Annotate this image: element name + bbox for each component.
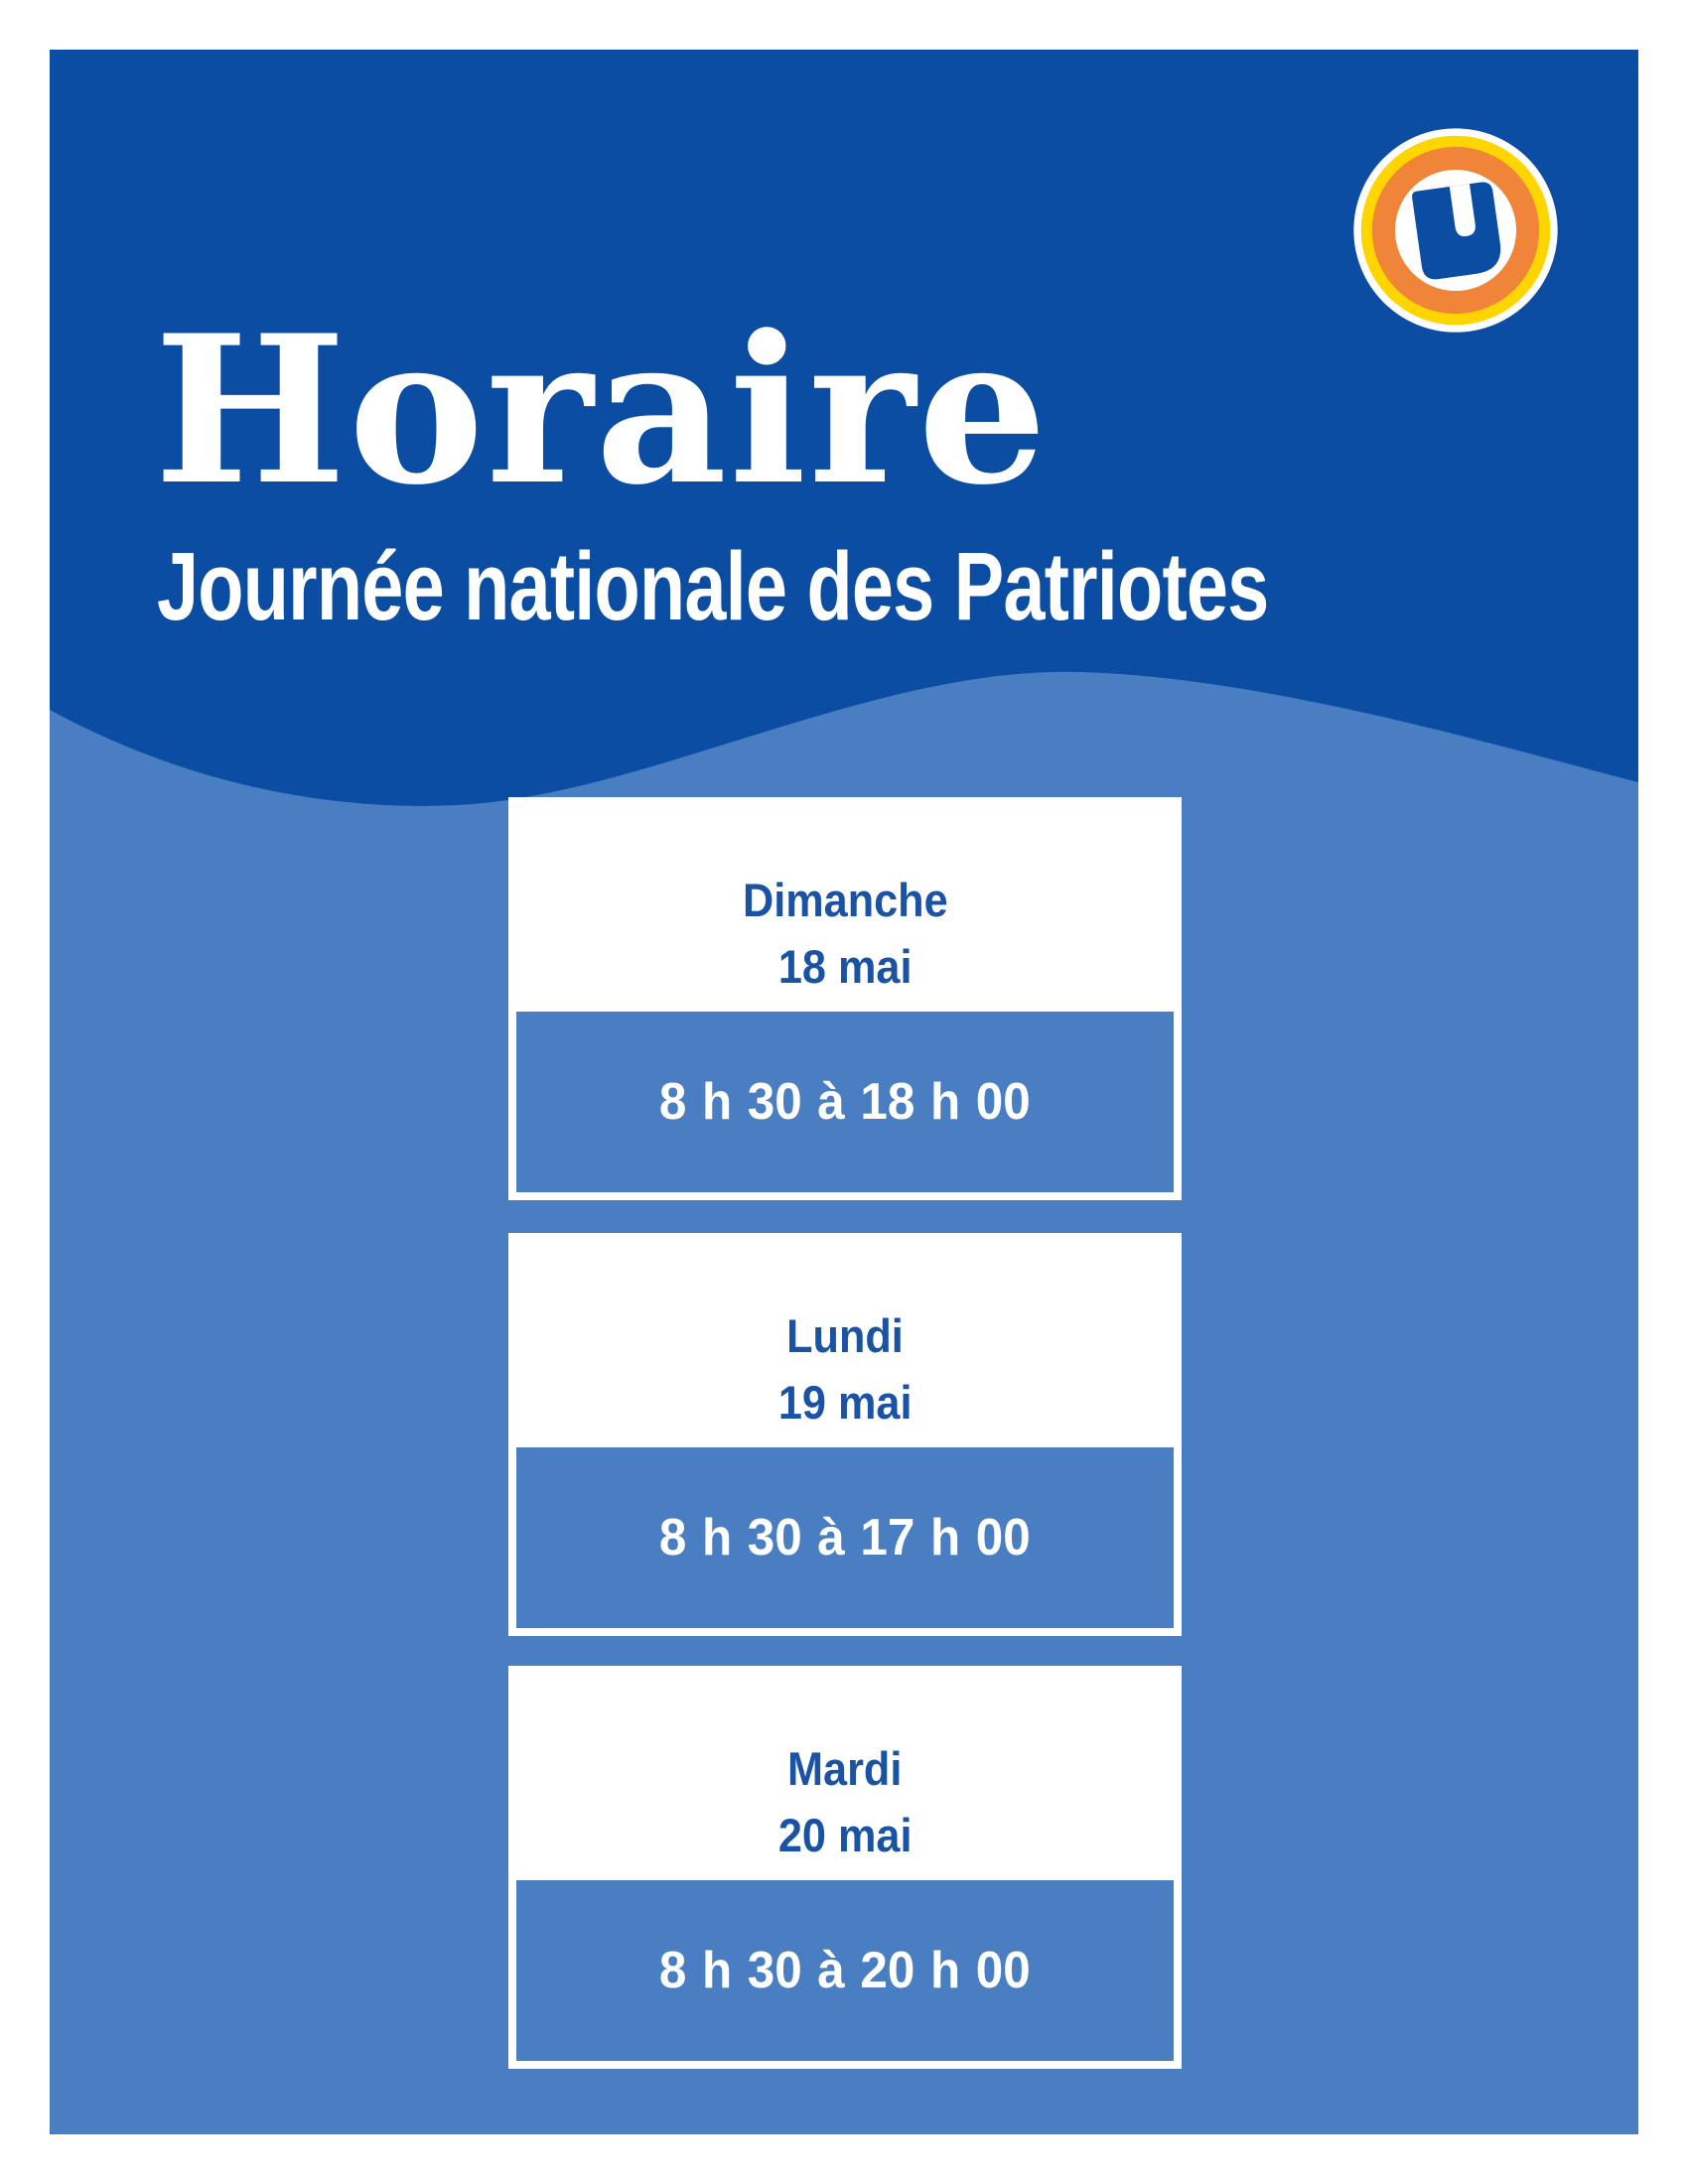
hours-label: 8 h 30 à 18 h 00 [659,1073,1031,1131]
day-label: Lundi [786,1309,904,1362]
card-day-section [508,1233,1182,1447]
date-label: 19 mai [777,1376,913,1429]
card-day-section [508,797,1182,1012]
page-subtitle: Journée nationale des Patriotes [157,532,1269,640]
poster-content [50,50,1638,2134]
card-day-section [508,1666,1182,1880]
schedule-card-dimanche [508,797,1182,1200]
hours-label: 8 h 30 à 17 h 00 [659,1509,1031,1567]
u-circle-logo-icon [1345,120,1566,341]
date-label: 18 mai [777,940,913,993]
day-label: Mardi [787,1742,903,1795]
schedule-card-mardi [508,1666,1182,2069]
date-label: 20 mai [777,1809,913,1861]
hours-label: 8 h 30 à 20 h 00 [659,1942,1031,1999]
schedule-card-lundi [508,1233,1182,1636]
hours-box [516,1880,1174,2061]
brand-logo [1345,120,1566,341]
page-title: Horaire [154,292,1050,530]
hours-box [516,1012,1174,1192]
hours-box [516,1447,1174,1628]
day-label: Dimanche [742,874,948,926]
